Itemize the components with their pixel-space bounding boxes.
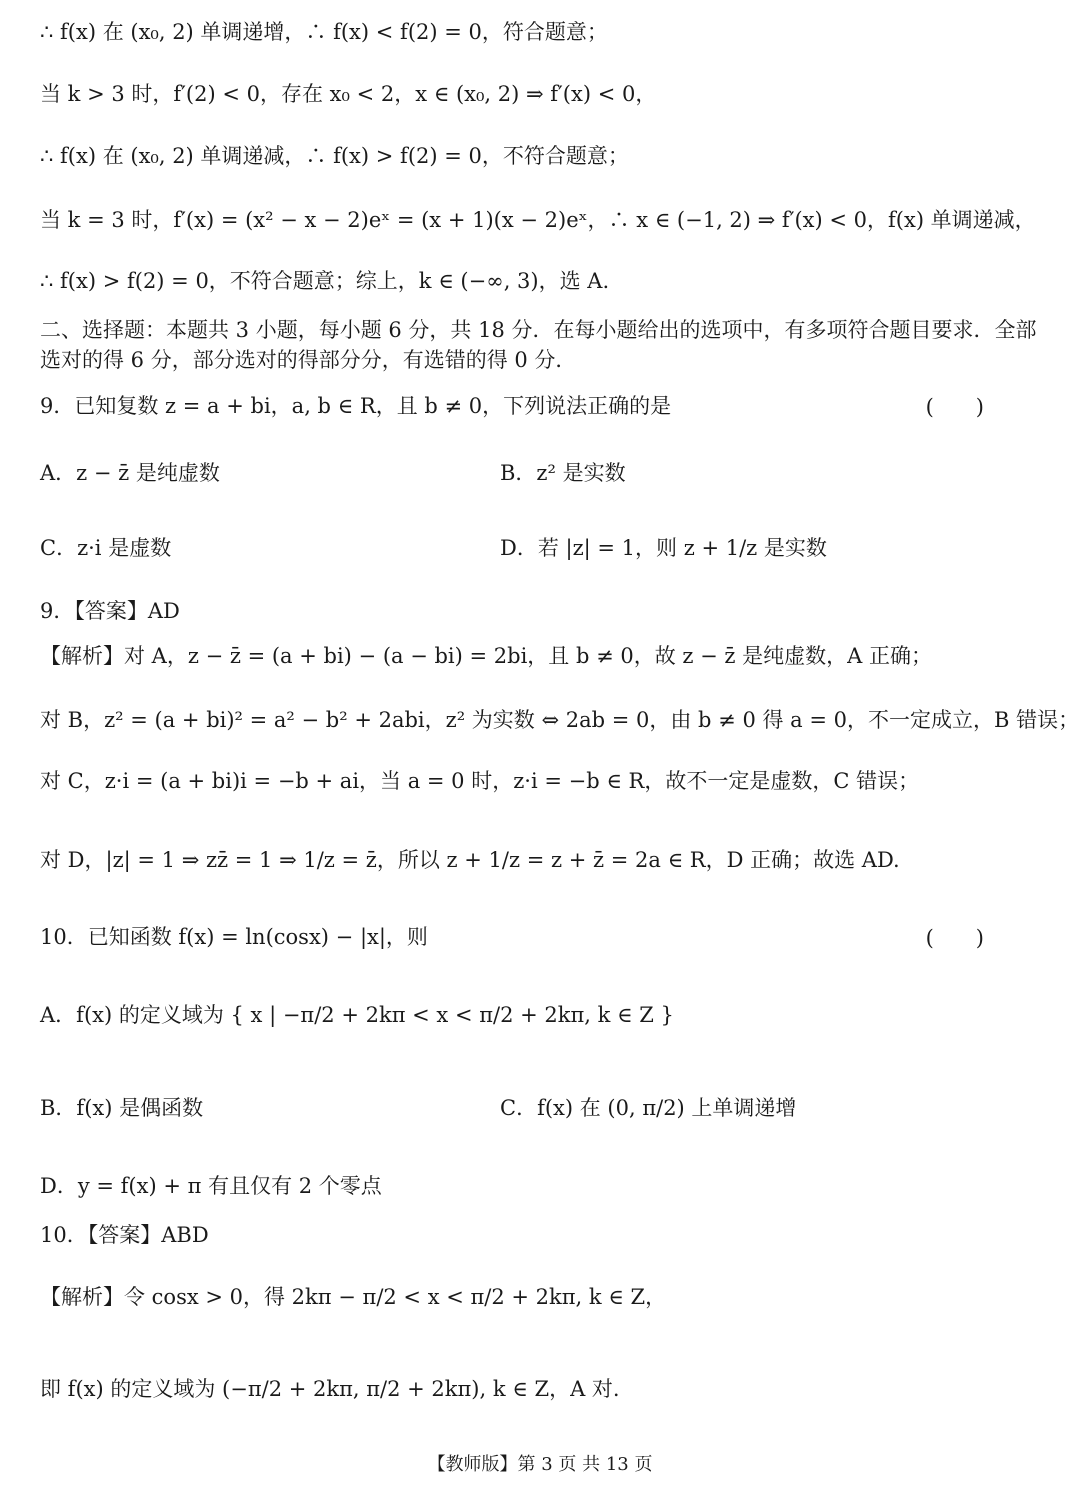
q10-analysis-2: 即 f(x) 的定义域为 (−π/2 + 2kπ, π/2 + 2kπ), k ∈ Z，A 对. xyxy=(40,1377,620,1401)
line-1: ∴ f(x) 在 (x₀, 2) 单调递增，∴ f(x) < f(2) = 0，符合题意； xyxy=(40,20,608,44)
section-heading: 二、选择题：本题共 3 小题，每小题 6 分，共 18 分．在每小题给出的选项中，有多项符合题目要求．全部选对的得 6 分，部分选对的得部分分，有选错的得 0 分． xyxy=(40,318,1037,372)
question-9: 9．已知复数 z = a + bi，a, b ∈ R，且 b ≠ 0，下列说法正确的是 xyxy=(40,394,672,418)
q10-option-d: D．y = f(x) + π 有且仅有 2 个零点 xyxy=(40,1174,382,1198)
q10-option-a: A．f(x) 的定义域为 { x | −π/2 + 2kπ < x < π/2 + 2kπ, k ∈ Z } xyxy=(40,1003,674,1027)
q10-option-b: B．f(x) 是偶函数 xyxy=(40,1096,204,1120)
q9-option-d: D．若 |z| = 1，则 z + 1/z 是实数 xyxy=(500,536,827,560)
line-3: ∴ f(x) 在 (x₀, 2) 单调递减，∴ f(x) > f(2) = 0，不符合题意； xyxy=(40,144,629,168)
q10-option-c: C．f(x) 在 (0, π/2) 上单调递增 xyxy=(500,1096,797,1120)
q9-paren: ( ) xyxy=(925,395,984,419)
line-4: 当 k = 3 时，f′(x) = (x² − x − 2)eˣ = (x + 1)(x − 2)eˣ，∴ x ∈ (−1, 2) ⇒ f′(x) < 0，f(x) 单调递减， xyxy=(40,208,1036,232)
q10-paren: ( ) xyxy=(925,926,984,950)
question-10: 10．已知函数 f(x) = ln(cosx) − |x|，则 xyxy=(40,925,428,949)
q9-analysis-c: 对 C，z·i = (a + bi)i = −b + ai，当 a = 0 时，z·i = −b ∈ R，故不一定是虚数，C 错误； xyxy=(40,769,920,793)
line-2: 当 k > 3 时，f′(2) < 0，存在 x₀ < 2，x ∈ (x₀, 2) ⇒ f′(x) < 0， xyxy=(40,82,657,106)
q9-option-a: A．z − z̄ 是纯虚数 xyxy=(40,461,220,485)
q9-option-b: B．z² 是实数 xyxy=(500,461,626,485)
q9-analysis-a: 【解析】对 A，z − z̄ = (a + bi) − (a − bi) = 2bi，且 b ≠ 0，故 z − z̄ 是纯虚数，A 正确； xyxy=(40,644,932,668)
q9-answer: 9．【答案】AD xyxy=(40,599,180,623)
page-footer: 【教师版】第 3 页 共 13 页 xyxy=(427,1454,653,1475)
q10-answer: 10．【答案】ABD xyxy=(40,1223,209,1247)
line-5: ∴ f(x) > f(2) = 0，不符合题意；综上，k ∈ (−∞, 3)，选 A. xyxy=(40,269,610,293)
q9-option-c: C．z·i 是虚数 xyxy=(40,536,172,560)
q9-analysis-b: 对 B，z² = (a + bi)² = a² − b² + 2abi，z² 为实数 ⇔ 2ab = 0，由 b ≠ 0 得 a = 0，不一定成立，B 错误； xyxy=(40,708,1080,732)
q10-analysis-1: 【解析】令 cosx > 0，得 2kπ − π/2 < x < π/2 + 2kπ, k ∈ Z， xyxy=(40,1285,667,1309)
q9-analysis-d: 对 D，|z| = 1 ⇒ zz̄ = 1 ⇒ 1/z = z̄，所以 z + 1/z = z + z̄ = 2a ∈ R，D 正确；故选 AD. xyxy=(40,848,900,872)
